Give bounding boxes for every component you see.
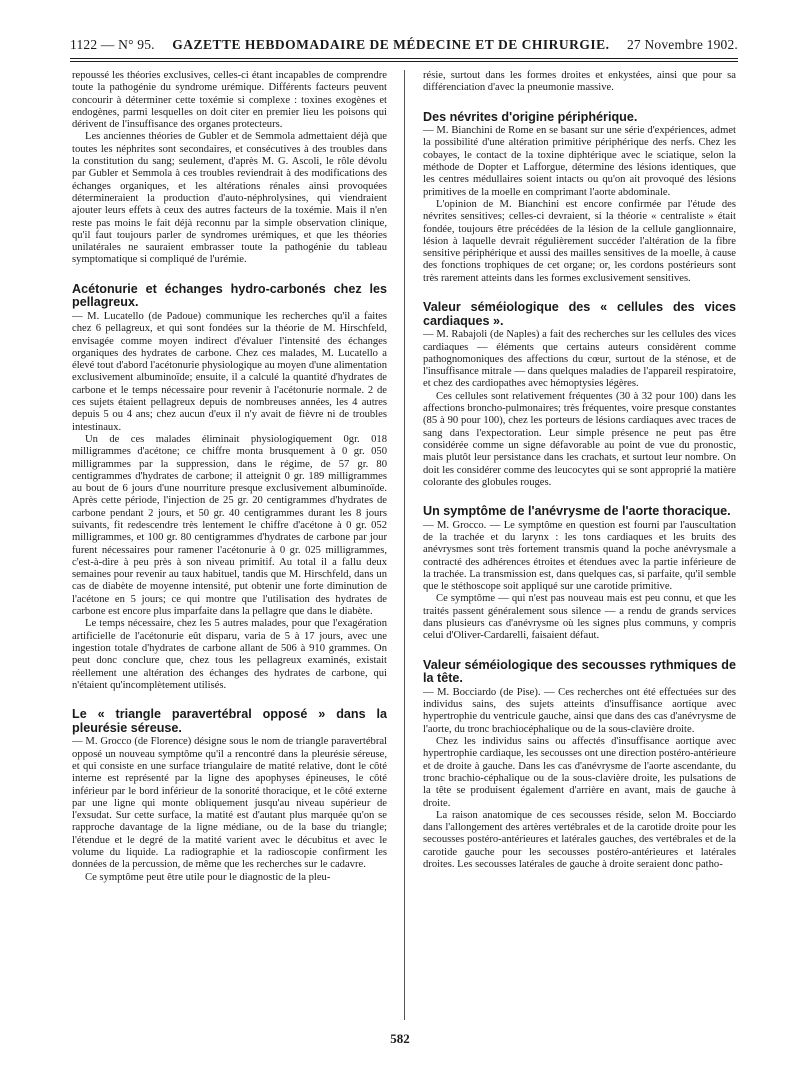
header-rule (70, 58, 738, 59)
column-divider (404, 70, 405, 1020)
header-journal-title: GAZETTE HEBDOMADAIRE DE MÉDECINE ET DE CHIRURGIE. (172, 37, 610, 52)
paragraph: — M. Rabajoli (de Naples) a fait des recherches sur les cellules des vices cardiaques — éléments que certains auteurs considèrent comme pathognomoniques des affections du cœur, surtout de la sténose, et de l'insuffisance mitrale — dans quelques maladies de l'appareil respiratoire, et chez des cardiopathes avec hémoptysies légères. (423, 329, 736, 390)
paragraph: La raison anatomique de ces secousses réside, selon M. Bocciardo dans l'allongement des artères vertébrales et de la carotide droite pour les secousses postéro-antérieures et latérales gauches, des vertébrales et de la carotide gauche pour les secousses postéro-antérieures et latérales droites. Les secousses latérales de gauche à droite seraient donc patho- (423, 809, 736, 870)
section-heading: Valeur séméiologique des secousses rythmiques de la tête. (423, 657, 736, 686)
header-rule-double (70, 61, 738, 62)
right-column (423, 70, 736, 1020)
paragraph: Ces cellules sont relativement fréquentes (30 à 32 pour 100) dans les affections broncho-pulmonaires; très fréquentes, voire presque constantes (85 à 90 pour 100), chez les porteurs de lésions cardiaques avec traces de sang dans l'expectoration. Leur simple présence ne peut pas être considérée comme un signe défavorable au point de vue du pronostic, mais plutôt leur persistance dans les crachats, et surtout leur nombre. On doit les considérer comme des leucocytes qui se sont approprié la matière colorante des globules rouges. (423, 390, 736, 488)
running-header (70, 37, 738, 53)
paragraph: Ce symptôme — qui n'est pas nouveau mais est peu connu, et que les traités passent généralement sous silence — a rendu de grands services dans plusieurs cas d'anévrysme où les signes plus communs, y compris celui d'Oliver-Cardarelli, faisaient défaut. (423, 593, 736, 642)
section-heading: Le « triangle paravertébral opposé » dans la pleurésie séreuse. (72, 707, 387, 735)
section-heading: Acétonurie et échanges hydro-carbonés chez les pellagreux. (72, 281, 387, 310)
left-column (72, 70, 387, 1020)
section-heading: Des névrites d'origine périphérique. (423, 109, 638, 124)
paragraph: Ce symptôme peut être utile pour le diagnostic de la pleu- (85, 871, 331, 883)
page-number: 582 (390, 1031, 410, 1046)
paragraph: — M. Bocciardo (de Pise). — Ces recherches ont été effectuées sur des individus sains, des sujets atteints d'insuffisance aortique avec hypertrophie du ventricule gauche, ainsi que dans des cas d'anévrysme de l'aorte, du tronc brachiocéphalique ou de la sous-clavière droite. (423, 686, 736, 735)
paragraph: Un de ces malades éliminait physiologiquement 0gr. 018 milligrammes d'acétone; ce chiffre monta brusquement à 0 gr. 050 milligrammes par la suppression, dans le régime, de 57 gr. 80 centigrammes d'hydrates de carbone; il atteignit 0 gr. 189 milligrammes au bout de 6 jours d'une nourriture presque exclusivement albuminoïde. Après cette période, l'injection de 25 gr. 20 centigrammes d'hydrates de carbone pendant 2 jours, et 50 gr. 40 centigrammes durant les 8 jours suivants, fit redescendre très lentement le chiffre d'acétone à 0 gr. 052 milligrammes, et 100 gr. 80 centigrammes d'hydrates de carbone par jour furent nécessaires pour ramener l'acétonurie à 0 gr. 025 milligrammes, c'est-à-dire à peu près à son niveau primitif. Au total il a fallu deux semaines pour revenir au taux habituel, tandis que M. Hirschfeld, dans un cas de diabète de moyenne intensité, put obtenir une forte diminution de l'acétone en 5 jours; ce qui montre que l'utilisation des hydrates de carbone est encore plus imparfaite dans la pellagre que dans le diabète. (72, 433, 387, 618)
paragraph: résie, surtout dans les formes droites et enkystées, ainsi que pour sa différenciation d'avec la pneumonie massive. (423, 70, 736, 94)
section-heading: Un symptôme de l'anévrysme de l'aorte thoracique. (423, 504, 731, 519)
header-date: 27 Novembre 1902. (626, 37, 738, 52)
paragraph: Les anciennes théories de Gubler et de Semmola admettaient déjà que toutes les néphrites sont secondaires, et consécutives à des troubles dans la constitution du sang; seulement, d'après M. G. Ascoli, le rôle dévolu par Gubler et Semmola à ces troubles reviendrait à des modifications des échanges organiques, et les altérations rénales ainsi provoquées détermineraient la production d'auto-néphrolysines, qui viendraient ajouter leurs effets à ceux des autres facteurs de la toxémie. Mais il n'en reste pas moins le fait déjà reconnu par la simple observation clinique, qu'il faut toujours parler de syndromes urémiques, et que les théories unilatérales ne sauraient embrasser toute la pathogénie du tableau symptomatique si compliqué de l'urémie. (72, 131, 387, 266)
paragraph: repoussé les théories exclusives, celles-ci étant incapables de comprendre toute la pathogénie du syndrome urémique. Différents facteurs peuvent concourir à déterminer cette toxémie si complexe : toxines exogènes et endogènes, parmi lesquelles on doit citer en premier lieu les poisons qui dérivent de l'insuffisance des organes protecteurs. (72, 70, 387, 131)
paragraph: — M. Grocco (de Florence) désigne sous le nom de triangle paravertébral opposé un nouveau symptôme qu'il a rencontré dans la pleurésie séreuse, et qui consiste en une surface triangulaire de matité relative, dont le côté interne est représenté par la ligne des apophyses épineuses, le côté inférieur par le bord inférieur de la sonorité thoracique, et le côté externe par une ligne qui monte obliquement jusqu'au niveau supérieur de l'exsudat. Sur cette surface, la matité est d'autant plus marquée qu'on se rapproche davantage de la ligne médiane, ou de la base du triangle; l'étendue et le degré de la matité varient avec le décubitus et avec le volume du liquide. La radiographie et la radioscopie confirment les données de la percussion, de même que les recherches sur le cadavre. (72, 736, 387, 871)
paragraph: — M. Lucatello (de Padoue) communique les recherches qu'il a faites chez 6 pellagreux, et qui sont fondées sur la théorie de M. Hirschfeld, envisagée comme moyen indirect d'évaluer l'intensité des échanges organiques des hydrates de carbone. Chez ces malades, M. Lucatello a élevé tout d'abord l'acétonurie physiologique au moyen d'une alimentation exclusivement albuminoïde; ensuite, il a calculé la quantité d'hydrates de carbone et le temps nécessaire pour revenir à l'acétonurie normale. 2 de ces sujets étaient pellagreux depuis de nombreuses années, les 4 autres depuis 5 ou 4 ans; chez aucun d'eux il n'y avait de fièvre ni de troubles intestinaux. (72, 310, 387, 433)
paragraph: — M. Bianchini de Rome en se basant sur une série d'expériences, admet la possibilité d'une altération primitive périphérique des nerfs. Chez les cobayes, le contact de la toxine diphtérique avec le sciatique, selon la méthode de Dopter et Lafforgue, détermine des lésions identiques, que les centres médullaires soient intacts ou qu'on ait provoqué des lésions primitives de la moelle en comprimant l'aorte abdominale. (423, 125, 736, 198)
paragraph: — M. Grocco. — Le symptôme en question est fourni par l'auscultation de la trachée et du larynx : les tons cardiaques et les bruits des anévrysmes sont très fortement transmis quand la poche anévrysmale a contracté des adhérences étroites et étendues avec la partie inférieure de la trachée. La transmission est, dans quelques cas, si parfaite, qu'il semble que le stéthoscope soit appliqué sur une carotide primitive. (423, 519, 736, 593)
paragraph: Le temps nécessaire, chez les 5 autres malades, pour que l'exagération artificielle de l'acétonurie eût disparu, varia de 5 à 17 jours, avec une ingestion totale d'hydrates de carbone allant de 506 à 910 grammes. On peut donc conclure que, chez tous les pellagreux examinés, existait réellement une altération des échanges des hydrates de carbone, qui n'étaient qu'incomplètement utilisés. (72, 618, 387, 691)
section-heading: Valeur séméiologique des « cellules des vices cardiaques ». (423, 300, 736, 328)
paragraph: L'opinion de M. Bianchini est encore confirmée par l'étude des névrites sensitives; celles-ci devraient, si la théorie « centraliste » était fondée, toujours être précédées de la lésion de la cellule ganglionnaire, lésion à laquelle devrait régulièrement succéder l'altération de la fibre sensitive périphérique et aussi des mailles sensitives de la moelle, à cause des fonctions trophiques de cet organe; or, les cordons postérieurs sont très rarement atteints dans les formes exclusivement sensitives. (423, 198, 736, 284)
paragraph: Chez les individus sains ou affectés d'insuffisance aortique avec hypertrophie cardiaque, les secousses ont une direction postéro-antérieure et de droite à gauche. Dans les cas d'anévrysme de l'aorte ascendante, du tronc brachio-céphalique ou de la sous-clavière droite, les pulsations de la tête se produisent également d'arrière en avant, mais de gauche à droite. (423, 736, 736, 809)
header-page-number: 1122 — N° 95. (70, 37, 155, 52)
